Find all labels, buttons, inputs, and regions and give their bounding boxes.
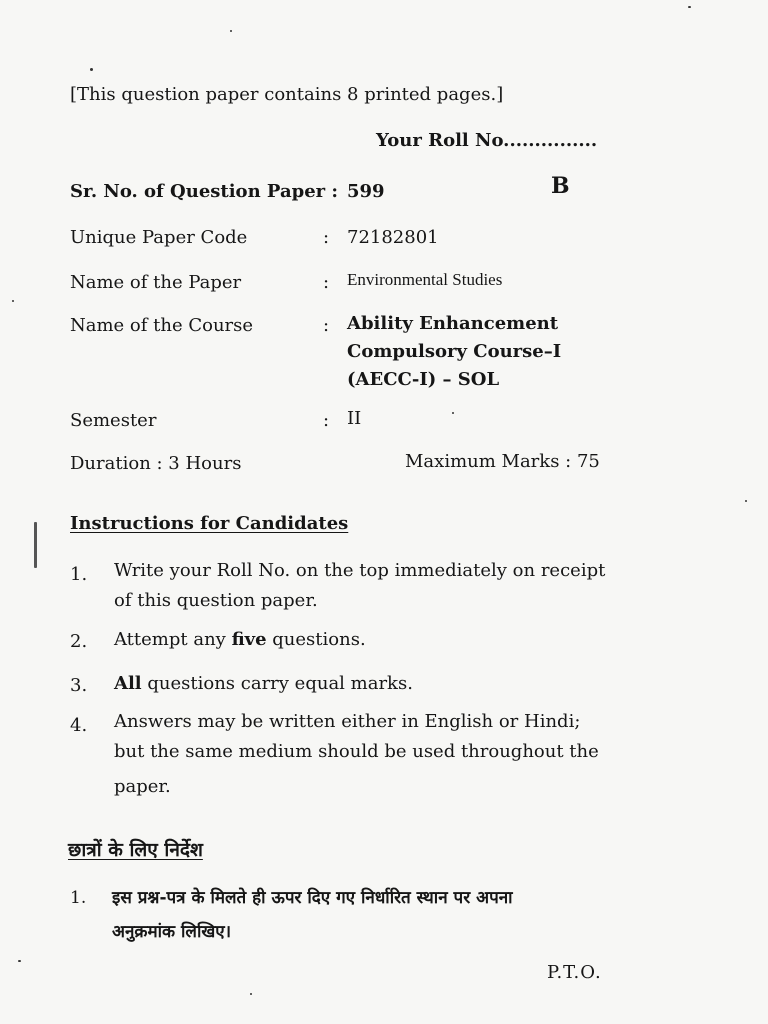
instruction-1-line-1: Write your Roll No. on the top immediately on receipt <box>114 560 606 581</box>
paper-code-label: Unique Paper Code <box>70 227 248 248</box>
hindi-instruction-line-2: अनुक्रमांक लिखिए। <box>112 922 232 942</box>
instruction-number: 1. <box>70 564 88 585</box>
sr-no-value: 599 <box>347 181 385 202</box>
paper-code-value: 72182801 <box>347 227 439 248</box>
scan-speck <box>688 6 691 8</box>
instruction-4-line-3: paper. <box>114 776 171 797</box>
instructions-heading: Instructions for Candidates <box>70 513 349 534</box>
scan-speck <box>90 68 93 71</box>
semester-label: Semester <box>70 410 157 431</box>
instruction-number: 2. <box>70 631 88 652</box>
paper-name-label: Name of the Paper <box>70 272 242 293</box>
semester-value: II <box>347 408 362 429</box>
instruction-number: 3. <box>70 675 88 696</box>
hindi-instruction-number: 1. <box>70 888 87 908</box>
colon: : <box>323 410 330 431</box>
instruction-4-line-1: Answers may be written either in English or Hindi; <box>114 711 581 732</box>
course-name-line-1: Ability Enhancement <box>347 313 559 334</box>
course-name-line-3: (AECC-I) – SOL <box>347 369 500 390</box>
instruction-2-post: questions. <box>266 629 366 650</box>
paper-name-value: Environmental Studies <box>347 270 503 289</box>
instruction-3-post: questions carry equal marks. <box>141 673 413 694</box>
colon: : <box>323 315 330 336</box>
colon: : <box>323 272 330 293</box>
page-count-note: [This question paper contains 8 printed pages.] <box>70 84 504 105</box>
instruction-2-bold: five <box>231 629 267 650</box>
course-name-label: Name of the Course <box>70 315 254 336</box>
hindi-instruction-line-1: इस प्रश्न-पत्र के मिलते ही ऊपर दिए गए निर्धारित स्थान पर अपना <box>112 888 513 908</box>
scan-speck <box>250 993 252 995</box>
instruction-2 <box>114 629 366 650</box>
hindi-instructions-heading: छात्रों के लिए निर्देश <box>68 839 203 861</box>
scan-speck <box>745 500 747 502</box>
instruction-3-bold: All <box>114 673 142 694</box>
instruction-4-line-2: but the same medium should be used throughout the <box>114 741 599 762</box>
course-name-line-2: Compulsory Course–I <box>347 341 562 362</box>
scan-speck <box>230 30 232 32</box>
instruction-number: 4. <box>70 715 88 736</box>
instruction-1-line-2: of this question paper. <box>114 590 318 611</box>
roll-number-line: Your Roll No............... <box>376 130 598 151</box>
please-turn-over: P.T.O. <box>547 962 602 983</box>
scan-speck <box>18 960 21 962</box>
scan-speck <box>12 300 14 302</box>
scan-speck <box>452 412 454 414</box>
colon: : <box>323 227 330 248</box>
maximum-marks: Maximum Marks : 75 <box>405 451 600 472</box>
instruction-2-pre: Attempt any <box>114 629 232 650</box>
set-letter: B <box>551 173 570 199</box>
duration: Duration : 3 Hours <box>70 453 242 474</box>
scan-mark <box>34 522 37 568</box>
sr-no-label: Sr. No. of Question Paper : <box>70 181 339 202</box>
instruction-3 <box>114 673 413 694</box>
